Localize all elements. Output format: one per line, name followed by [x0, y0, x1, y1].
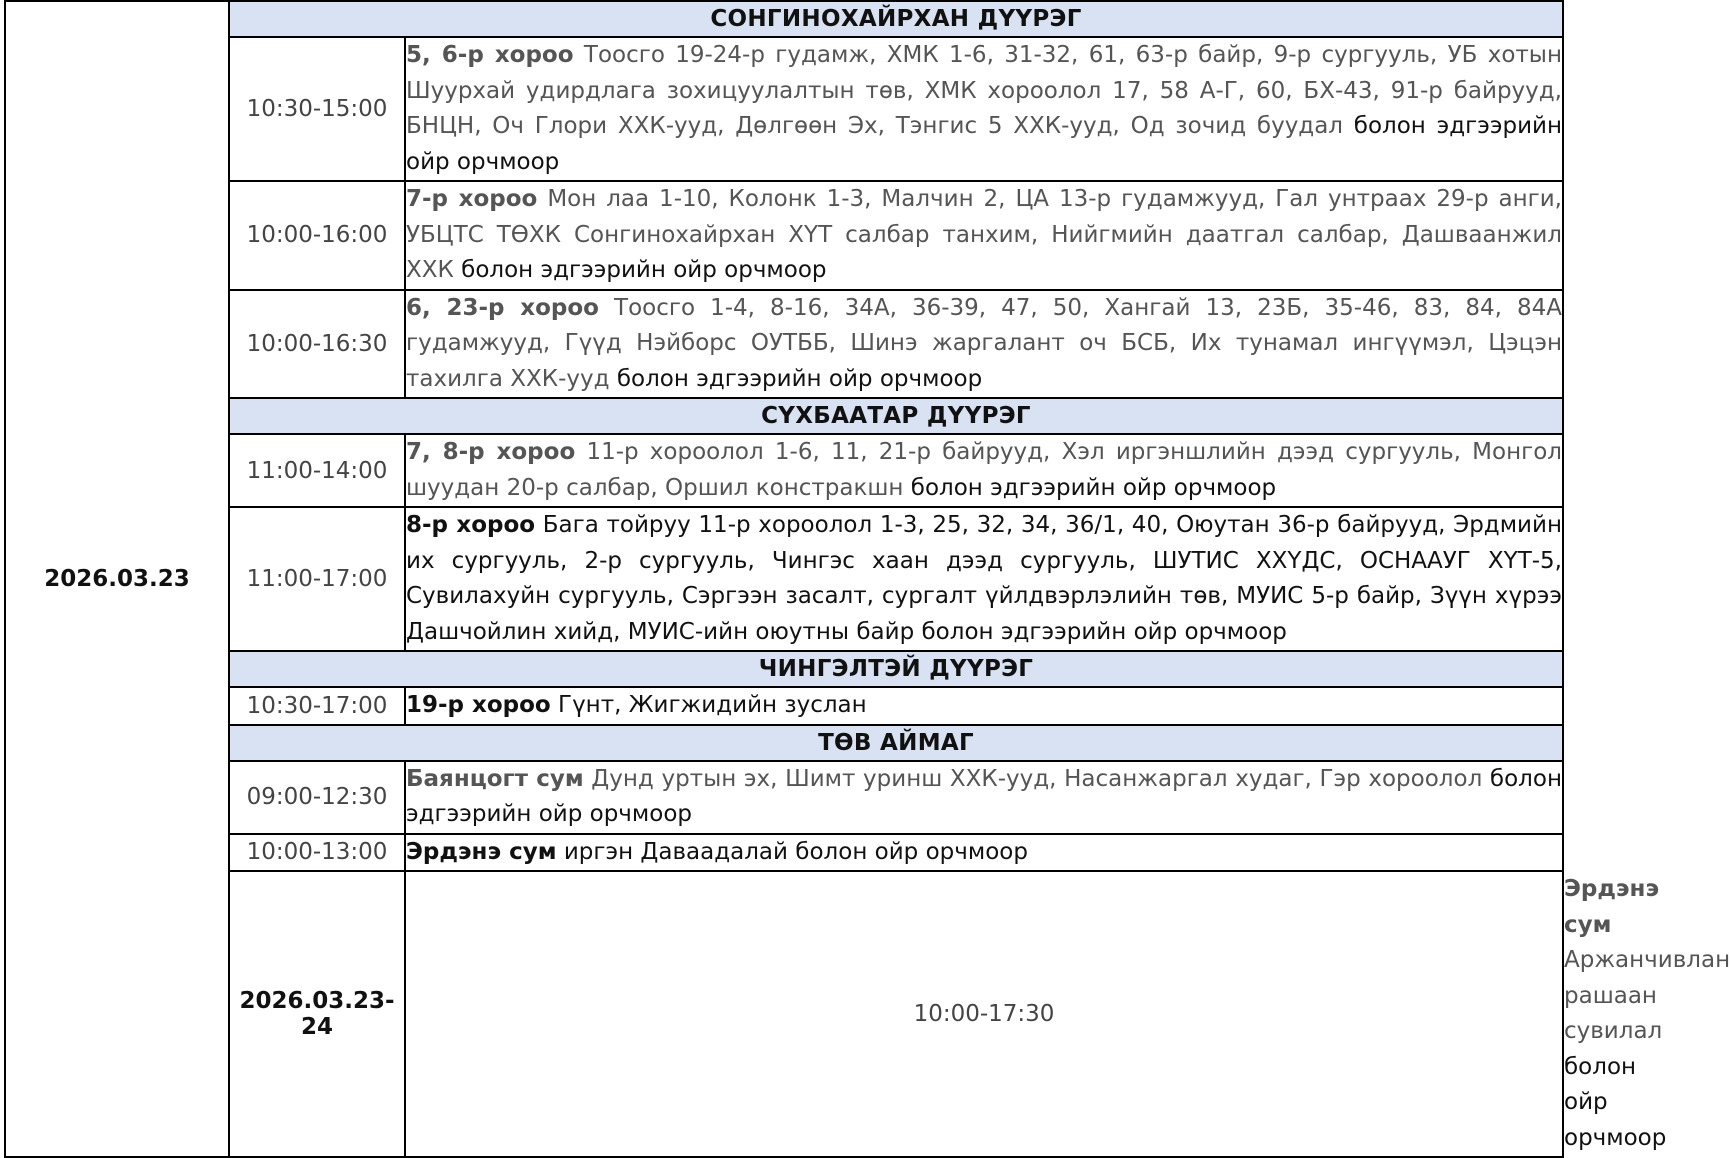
district-header-row: [5, 398, 1563, 434]
date-cell-last: 2026.03.23-24: [229, 871, 405, 1157]
area-details: Дунд уртын эх, Шимт уринш ХХК-ууд, Насанжаргал худаг, Гэр хороолол: [583, 765, 1490, 792]
description-cell: [405, 761, 1563, 834]
description-cell: [405, 290, 1563, 399]
area-tail: болон эдгээрийн ойр орчмоор: [406, 113, 1563, 175]
area-name: 6, 23-р хороо: [406, 294, 599, 321]
table-row: [5, 761, 1563, 834]
table-row: [5, 290, 1563, 399]
description-cell: [405, 181, 1563, 290]
table-row: [5, 434, 1563, 507]
table-row: [5, 687, 1563, 725]
time-cell: 10:00-13:00: [229, 834, 405, 872]
area-details: иргэн Даваадалай болон ойр орчмоор: [556, 838, 1028, 865]
area-details: Бага тойруу 11-р хороолол 1-3, 25, 32, 34, 36/1, 40, Оюутан 36-р байрууд, Эрдмийн их сургууль, 2-р сургууль, Чингэс хаан дээд сургууль, ШУТИС ХХҮДС, ОСНААУГ ХҮТ-5, Сувилахуйн сургууль, Сэргээн засалт, сургалт үйлдвэрлэлийн төв, МУИС 5-р байр, Зүүн хүрээ Дашчойлин хийд, МУИС-ийн оюутны байр болон эдгээрийн ойр орчмоор: [406, 512, 1562, 645]
area-name: 7, 8-р хороо: [406, 439, 576, 465]
table-row: [5, 871, 1563, 1157]
area-name: Эрдэнэ сум: [406, 838, 557, 865]
time-cell: 10:30-15:00: [229, 37, 405, 181]
district-header-chingeltei: ЧИНГЭЛТЭЙ ДҮҮРЭГ: [229, 651, 1563, 687]
district-header-row: [5, 651, 1563, 687]
area-name: 7-р хороо: [406, 186, 538, 212]
table-row: [5, 181, 1563, 290]
area-name: Баянцогт сум: [406, 765, 584, 792]
description-cell: [405, 434, 1563, 507]
time-cell: 10:00-16:30: [229, 290, 405, 399]
district-header-row: [5, 725, 1563, 761]
description-cell: [405, 834, 1563, 872]
area-tail: болон эдгээрийн ойр орчмоор: [910, 474, 1277, 501]
description-cell: [405, 687, 1563, 725]
area-details: Тоосго 1-4, 8-16, 34А, 36-39, 47, 50, Хангай 13, 23Б, 35-46, 83, 84, 84А гудамжууд, Гүүд Нэйборс ОУТББ, Шинэ жаргалант оч БСБ, Их тунамал ингүүмэл, Цэцэн тахилга ХХК-ууд: [406, 294, 1562, 392]
table-row: [5, 507, 1563, 651]
area-name: Эрдэнэ сум: [1564, 876, 1660, 938]
time-cell: 09:00-12:30: [229, 761, 405, 834]
time-cell: 10:00-17:30: [405, 871, 1563, 1157]
area-name: 5, 6-р хороо: [406, 42, 574, 68]
district-header-songinokhairkhan: СОНГИНОХАЙРХАН ДҮҮРЭГ: [229, 1, 1563, 37]
time-cell: 11:00-14:00: [229, 434, 405, 507]
area-name: 19-р хороо: [406, 692, 551, 718]
area-details: Мон лаа 1-10, Колонк 1-3, Малчин 2, ЦА 13-р гудамжууд, Гал унтраах 29-р анги, УБЦТС ТӨХК Сонгинохайрхан ХҮТ салбар танхим, Нийгмийн даатгал салбар, Дашваанжил ХХК: [406, 186, 1562, 283]
area-details: Гүнт, Жигжидийн зуслан: [550, 692, 867, 718]
area-name: 8-р хороо: [406, 512, 536, 538]
date-cell-main: 2026.03.23: [5, 1, 229, 1157]
time-cell: 11:00-17:00: [229, 507, 405, 651]
area-details: 11-р хороолол 1-6, 11, 21-р байрууд, Хэл иргэншлийн дээд сургууль, Монгол шуудан 20-р салбар, Оршил констракшн: [406, 439, 1562, 501]
description-cell: [405, 507, 1563, 651]
time-cell: 10:30-17:00: [229, 687, 405, 725]
schedule-table: [4, 0, 1730, 1158]
district-header-tov-aimag: ТӨВ АЙМАГ: [229, 725, 1563, 761]
table-row: [5, 37, 1563, 181]
description-cell: [405, 37, 1563, 181]
time-cell: 10:00-16:00: [229, 181, 405, 290]
area-tail: болон эдгээрийн ойр орчмоор: [461, 257, 827, 283]
area-tail: болон эдгээрийн ойр орчмоор: [616, 365, 983, 392]
area-details: Тоосго 19-24-р гудамж, ХМК 1-6, 31-32, 61, 63-р байр, 9-р сургууль, УБ хотын Шуурхай удирдлага зохицуулалтын төв, ХМК хороолол 17, 58 А-Г, 60, БХ-43, 91-р байрууд, БНЦН, Оч Глори ХХК-ууд, Дөлгөөн Эх, Тэнгис 5 ХХК-ууд, Од зочид буудал: [406, 42, 1562, 139]
area-details: Аржанчивлан рашаан сувилал: [1564, 947, 1730, 1044]
district-header-row: [5, 1, 1563, 37]
table-row: [5, 834, 1563, 872]
area-tail: болон эдгээрийн ойр орчмоор: [406, 765, 1562, 827]
area-tail: болон ойр орчмоор: [1564, 1053, 1667, 1151]
district-header-sukhbaatar: СҮХБААТАР ДҮҮРЭГ: [229, 398, 1563, 434]
